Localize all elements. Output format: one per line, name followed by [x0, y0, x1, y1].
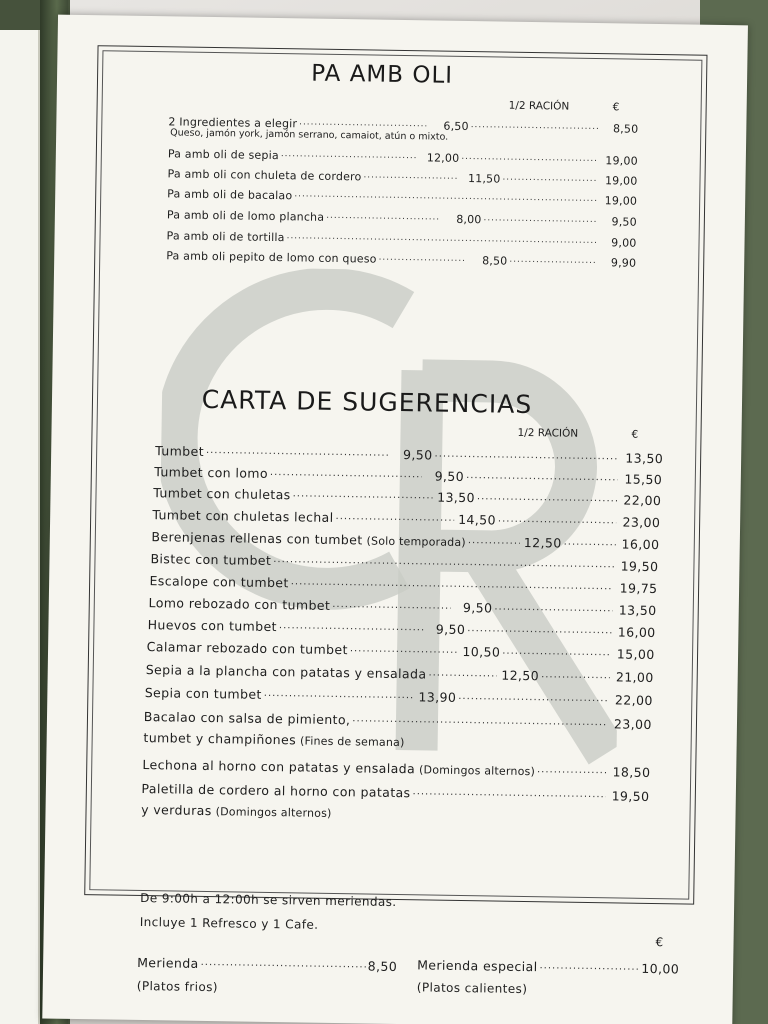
merienda-especial-name: Merienda especial	[417, 956, 538, 974]
item-full-price: 22,00	[623, 492, 662, 508]
item-name: Pa amb oli con chuleta de cordero	[167, 167, 362, 184]
item-name: Tumbet con chuletas	[153, 484, 291, 502]
item-full-price: 19,00	[604, 194, 638, 208]
item-half-price: 13,90	[418, 688, 457, 705]
dot-leader	[468, 533, 520, 546]
dot-leader	[206, 443, 391, 458]
item-name: Lechona al horno con patatas y ensalada	[142, 756, 416, 776]
item-note: (Domingos alternos)	[215, 805, 332, 820]
dot-leader	[326, 210, 439, 223]
dot-leader	[461, 151, 598, 164]
dot-leader	[350, 641, 459, 655]
item-second-line	[141, 802, 332, 820]
item-name: Calamar rebozado con tumbet	[146, 638, 348, 657]
item-name: Tumbet con lomo	[154, 463, 269, 481]
meriendas-includes: Incluye 1 Refresco y 1 Cafe.	[139, 914, 319, 932]
item-full-price: 15,00	[616, 645, 655, 662]
dot-leader	[471, 119, 599, 132]
item-full-price: 16,00	[617, 623, 656, 640]
item-name-cont: tumbet y champiñones	[143, 730, 297, 748]
item-name: Sepia a la plancha con patatas y ensalada	[145, 661, 427, 681]
dot-leader	[483, 212, 596, 225]
dot-leader	[264, 686, 415, 701]
item-detail: Queso, jamón york, jamón serrano, camaiot, atún o mixto.	[170, 127, 449, 143]
pa-amb-oli-half-header: 1/2 RACIÓN	[508, 99, 570, 113]
item-name: Escalope con tumbet	[149, 572, 289, 590]
item-half-price: 9,50	[435, 621, 466, 637]
item-half-price: 10,50	[462, 643, 501, 660]
dot-leader	[279, 618, 424, 633]
dot-leader	[363, 169, 458, 181]
item-name: 2 Ingredientes a elegir	[168, 115, 298, 131]
dot-leader	[270, 465, 422, 480]
merienda-especial-price: 10,00	[641, 960, 680, 976]
sugerencias-half-header: 1/2 RACIÓN	[517, 426, 579, 440]
item-name: Lomo rebozado con tumbet	[148, 594, 331, 613]
dot-leader	[299, 116, 427, 129]
pa-amb-oli-title: PA AMB OLI	[311, 60, 454, 89]
item-full-price: 9,50	[611, 215, 637, 229]
item-full-price: 23,00	[613, 715, 652, 732]
dot-leader	[537, 762, 607, 776]
dot-leader	[412, 784, 605, 800]
sugerencias-title: CARTA DE SUGERENCIAS	[201, 384, 533, 420]
meriendas-schedule: De 9:00h a 12:00h se sirven meriendas.	[140, 890, 397, 910]
dot-leader	[494, 600, 612, 614]
item-name: Pa amb oli pepito de lomo con queso	[166, 249, 377, 266]
dot-leader	[466, 468, 618, 483]
item-full-price: 19,00	[605, 154, 638, 168]
dot-leader	[434, 447, 619, 462]
item-full-price: 16,00	[621, 535, 660, 552]
item-half-price: 9,50	[403, 446, 433, 463]
item-name: Berenjenas rellenas con tumbet	[151, 528, 363, 547]
merienda-sub: (Platos frios)	[136, 978, 218, 995]
dot-leader	[458, 689, 609, 704]
item-full-price: 13,50	[625, 450, 664, 466]
item-full-price: 22,00	[614, 691, 653, 708]
item-full-price: 19,75	[619, 579, 658, 596]
item-full-price: 21,00	[615, 668, 654, 685]
dot-leader	[564, 535, 616, 548]
item-note: (Solo temporada)	[366, 533, 466, 549]
item-full-price: 19,00	[604, 174, 638, 188]
left-page-edge	[0, 30, 40, 1024]
dot-leader	[335, 509, 454, 523]
merienda-name: Merienda	[137, 954, 199, 971]
item-name: Bacalao con salsa de pimiento,	[143, 708, 351, 727]
item-name: Tumbet con chuletas lechal	[152, 506, 334, 525]
item-half-price: 6,50	[443, 119, 469, 134]
item-name: Tumbet	[155, 442, 205, 459]
merienda-price: 8,50	[367, 958, 398, 974]
menu-page	[42, 15, 748, 1024]
item-name: Pa amb oli de bacalao	[167, 187, 293, 203]
item-half-price: 14,50	[458, 511, 497, 528]
dot-leader	[293, 486, 434, 501]
item-half-price: 9,50	[434, 468, 465, 484]
sugerencias-currency-header: €	[631, 428, 639, 441]
item-name: Huevos con tumbet	[147, 616, 278, 634]
item-note: (Fines de semana)	[299, 734, 405, 750]
pa-amb-oli-currency-header: €	[612, 101, 620, 114]
item-full-price: 23,00	[622, 514, 661, 530]
dot-leader	[201, 955, 366, 970]
item-name: Bistec con tumbet	[150, 550, 272, 568]
item-full-price: 18,50	[612, 763, 651, 780]
dot-leader	[379, 252, 466, 264]
merienda-especial-row	[417, 956, 679, 976]
merienda-especial-sub: (Platos calientes)	[416, 980, 528, 997]
dot-leader	[509, 254, 596, 266]
item-full-price: 19,50	[611, 787, 650, 804]
dot-leader	[477, 489, 618, 504]
item-full-price: 9,90	[610, 256, 637, 270]
dot-leader	[541, 667, 610, 681]
dot-leader	[467, 621, 612, 636]
item-name: Pa amb oli de sepia	[167, 147, 279, 163]
dot-leader	[502, 172, 597, 184]
dot-leader	[428, 665, 497, 679]
dot-leader	[352, 711, 608, 728]
item-name: Pa amb oli de tortilla	[166, 229, 285, 245]
dot-leader	[498, 512, 617, 526]
item-name-cont: y verduras	[141, 801, 212, 819]
item-note: (Domingos alternos)	[419, 762, 536, 778]
meriendas-currency: €	[655, 935, 664, 950]
item-name: Pa amb oli de lomo plancha	[166, 208, 325, 224]
item-full-price: 8,50	[612, 122, 639, 136]
item-half-price: 12,50	[501, 667, 540, 683]
item-half-price: 12,00	[426, 151, 460, 165]
dot-leader	[281, 148, 418, 161]
item-half-price: 11,50	[467, 172, 501, 186]
item-full-price: 9,00	[611, 236, 637, 250]
dot-leader	[332, 597, 450, 611]
item-half-price: 8,50	[482, 254, 508, 268]
item-full-price: 13,50	[618, 601, 657, 618]
item-half-price: 8,00	[456, 212, 482, 227]
item-full-price: 15,50	[624, 471, 663, 487]
item-full-price: 19,50	[620, 557, 659, 574]
dot-leader	[502, 644, 611, 658]
item-name: Paletilla de cordero al horno con patatas	[141, 780, 411, 800]
dot-leader	[539, 958, 639, 972]
item-half-price: 13,50	[437, 489, 476, 505]
merienda-row	[137, 954, 397, 974]
item-half-price: 12,50	[523, 534, 562, 551]
item-half-price: 9,50	[462, 599, 493, 615]
item-name: Sepia con tumbet	[144, 684, 262, 702]
